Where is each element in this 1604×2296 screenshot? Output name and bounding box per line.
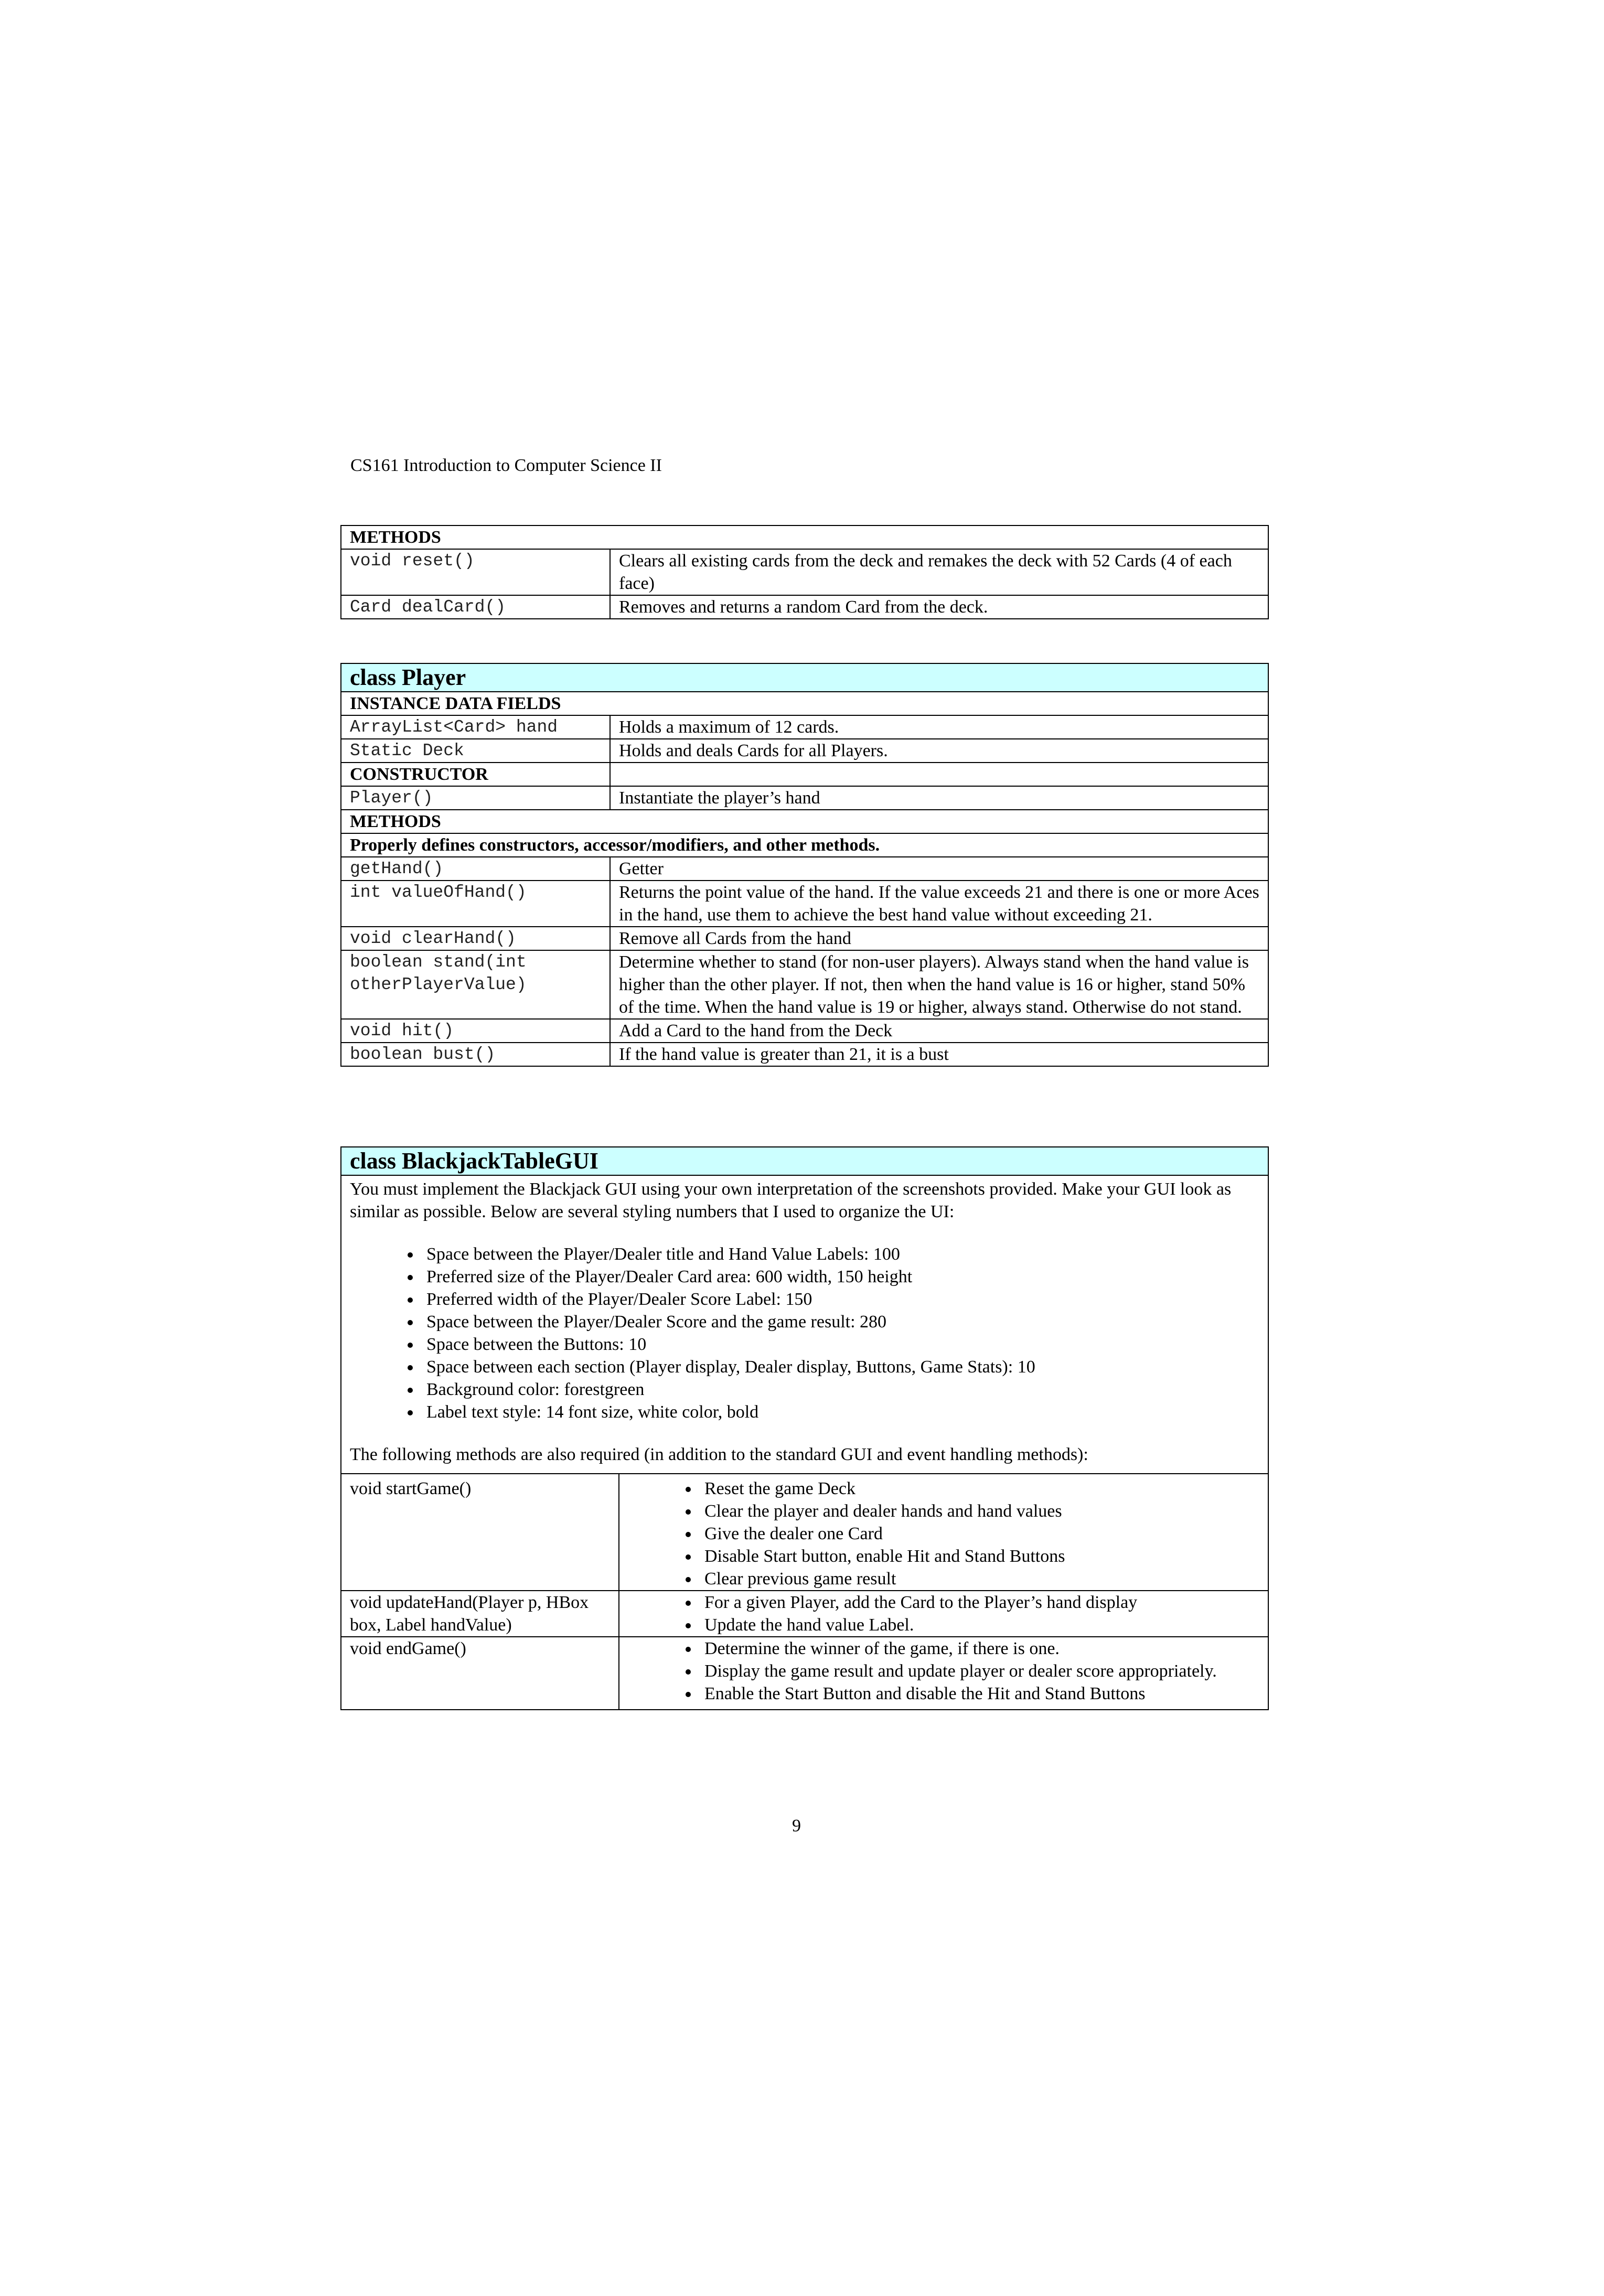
list-item: • Update the hand value Label. bbox=[699, 1614, 1259, 1636]
player-class-table bbox=[340, 663, 1269, 1067]
list-item: • Label text style: 14 font size, white color, bold bbox=[421, 1401, 1259, 1423]
method-signature: boolean stand(int otherPlayerValue) bbox=[341, 950, 610, 1019]
list-item: • Display the game result and update player or dealer score appropriately. bbox=[699, 1660, 1259, 1682]
section-label: METHODS bbox=[341, 810, 1268, 833]
field-signature: ArrayList<Card> hand bbox=[341, 715, 610, 739]
list-item: • For a given Player, add the Card to the Player’s hand display bbox=[699, 1591, 1259, 1614]
field-description: Holds a maximum of 12 cards. bbox=[610, 715, 1268, 739]
method-row bbox=[341, 1474, 1268, 1591]
list-item: • Background color: forestgreen bbox=[421, 1378, 1259, 1401]
method-row bbox=[341, 927, 1268, 950]
method-signature: boolean bust() bbox=[341, 1043, 610, 1066]
page-header: CS161 Introduction to Computer Science II bbox=[350, 456, 662, 475]
list-item: • Clear the player and dealer hands and hand values bbox=[699, 1500, 1259, 1522]
list-item: • Preferred width of the Player/Dealer Score Label: 150 bbox=[421, 1288, 1259, 1311]
method-row bbox=[341, 950, 1268, 1019]
gui-class-table bbox=[340, 1146, 1269, 1710]
list-item: • Space between each section (Player display, Dealer display, Buttons, Game Stats): 10 bbox=[421, 1356, 1259, 1378]
method-row bbox=[341, 881, 1268, 927]
method-row bbox=[341, 1019, 1268, 1043]
section-label-row bbox=[341, 525, 1268, 549]
section-label: INSTANCE DATA FIELDS bbox=[341, 692, 1268, 715]
intro-cell bbox=[341, 1175, 1268, 1474]
method-signature: void reset() bbox=[341, 549, 610, 595]
constructor-description: Instantiate the player’s hand bbox=[610, 786, 1268, 810]
page-number: 9 bbox=[792, 1816, 801, 1836]
class-title: class BlackjackTableGUI bbox=[341, 1147, 1268, 1175]
steps-list bbox=[628, 1637, 1259, 1705]
list-item: • Preferred size of the Player/Dealer Card area: 600 width, 150 height bbox=[421, 1265, 1259, 1288]
list-item: • Enable the Start Button and disable the Hit and Stand Buttons bbox=[699, 1682, 1259, 1705]
section-label-row bbox=[341, 692, 1268, 715]
constructor-signature: Player() bbox=[341, 786, 610, 810]
method-signature: void endGame() bbox=[341, 1637, 619, 1710]
class-title-row bbox=[341, 1147, 1268, 1175]
method-description: Getter bbox=[610, 857, 1268, 881]
field-row bbox=[341, 715, 1268, 739]
styling-list bbox=[350, 1243, 1259, 1423]
field-description: Holds and deals Cards for all Players. bbox=[610, 739, 1268, 763]
method-steps bbox=[619, 1474, 1268, 1591]
method-description: Add a Card to the hand from the Deck bbox=[610, 1019, 1268, 1043]
method-row bbox=[341, 1591, 1268, 1637]
method-signature: Card dealCard() bbox=[341, 595, 610, 619]
method-row bbox=[341, 857, 1268, 881]
empty-cell bbox=[610, 763, 1268, 786]
list-item: • Space between the Buttons: 10 bbox=[421, 1333, 1259, 1356]
method-description: If the hand value is greater than 21, it is a bust bbox=[610, 1043, 1268, 1066]
list-item: • Determine the winner of the game, if there is one. bbox=[699, 1637, 1259, 1660]
method-row bbox=[341, 549, 1268, 595]
method-signature: void clearHand() bbox=[341, 927, 610, 950]
section-label: METHODS bbox=[341, 525, 1268, 549]
field-row bbox=[341, 739, 1268, 763]
method-signature: void startGame() bbox=[341, 1474, 619, 1591]
steps-list bbox=[628, 1477, 1259, 1590]
intro-row bbox=[341, 1175, 1268, 1474]
method-signature: int valueOfHand() bbox=[341, 881, 610, 927]
field-signature: Static Deck bbox=[341, 739, 610, 763]
method-description: Determine whether to stand (for non-user players). Always stand when the hand value is higher than the other player. If not, then when the hand value is 16 or higher, stand 50% of the time. When the hand value is 19 or higher, always stand. Otherwise do not stand. bbox=[610, 950, 1268, 1019]
method-description: Remove all Cards from the hand bbox=[610, 927, 1268, 950]
section-label-row bbox=[341, 763, 1268, 786]
class-title: class Player bbox=[341, 663, 1268, 692]
section-label: CONSTRUCTOR bbox=[341, 763, 610, 786]
intro-paragraph: You must implement the Blackjack GUI using your own interpretation of the screenshots provided. Make your GUI look as similar as possible. Below are several styling numbers that I used to organize the UI: bbox=[350, 1179, 1232, 1221]
method-steps bbox=[619, 1637, 1268, 1710]
deck-methods-table bbox=[340, 525, 1269, 619]
method-row bbox=[341, 1043, 1268, 1066]
list-item: • Reset the game Deck bbox=[699, 1477, 1259, 1500]
method-signature: getHand() bbox=[341, 857, 610, 881]
methods-note: Properly defines constructors, accessor/modifiers, and other methods. bbox=[341, 833, 1268, 857]
list-item: • Space between the Player/Dealer title and Hand Value Labels: 100 bbox=[421, 1243, 1259, 1265]
method-signature: void updateHand(Player p, HBox box, Label handValue) bbox=[341, 1591, 619, 1637]
method-row bbox=[341, 595, 1268, 619]
method-steps bbox=[619, 1591, 1268, 1637]
method-signature: void hit() bbox=[341, 1019, 610, 1043]
section-label-row bbox=[341, 810, 1268, 833]
class-title-row bbox=[341, 663, 1268, 692]
method-description: Clears all existing cards from the deck and remakes the deck with 52 Cards (4 of each face) bbox=[610, 549, 1268, 595]
method-description: Returns the point value of the hand. If the value exceeds 21 and there is one or more Aces in the hand, use them to achieve the best hand value without exceeding 21. bbox=[610, 881, 1268, 927]
method-description: Removes and returns a random Card from the deck. bbox=[610, 595, 1268, 619]
list-item: • Clear previous game result bbox=[699, 1568, 1259, 1590]
list-item: • Give the dealer one Card bbox=[699, 1522, 1259, 1545]
methods-note-row bbox=[341, 833, 1268, 857]
method-row bbox=[341, 1637, 1268, 1710]
list-item: • Space between the Player/Dealer Score and the game result: 280 bbox=[421, 1311, 1259, 1333]
steps-list bbox=[628, 1591, 1259, 1636]
constructor-row bbox=[341, 786, 1268, 810]
list-item: • Disable Start button, enable Hit and Stand Buttons bbox=[699, 1545, 1259, 1568]
methods-intro: The following methods are also required (in addition to the standard GUI and event handling methods): bbox=[350, 1445, 1088, 1464]
